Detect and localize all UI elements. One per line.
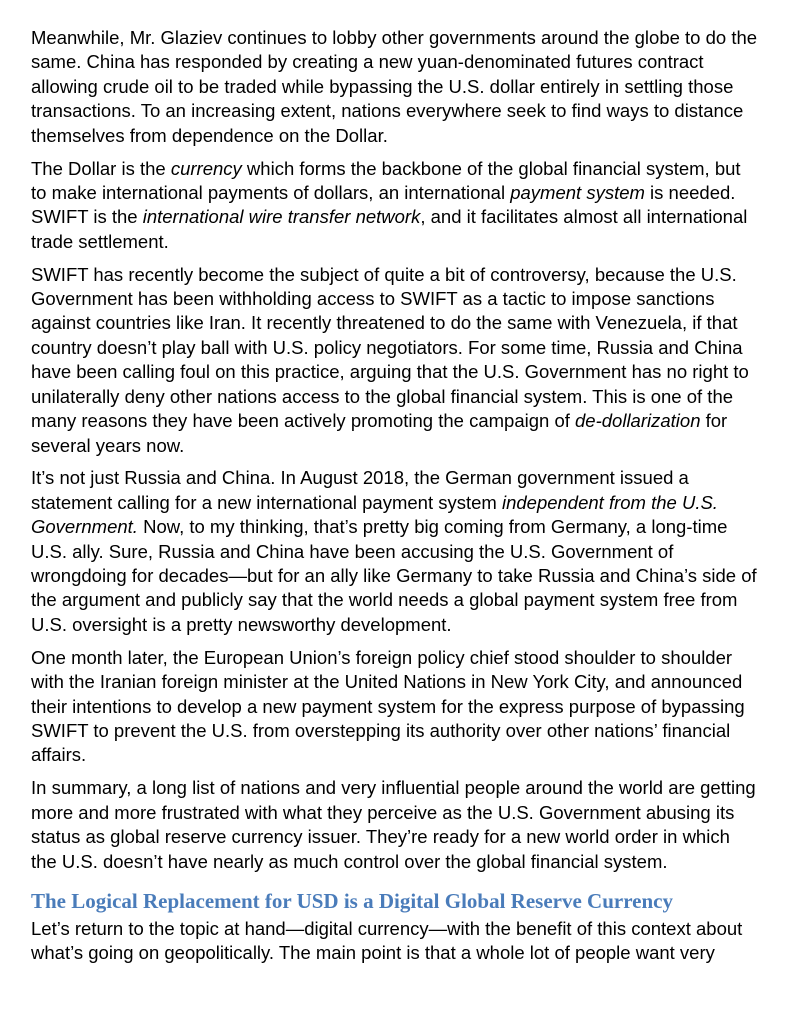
italic-text-run: independent from the U.S. Government. — [31, 491, 718, 538]
paragraph-eu-iran-united-nations — [31, 646, 760, 768]
document-content — [31, 26, 760, 974]
text-run: The Dollar is the — [31, 157, 171, 179]
text-run: Meanwhile, Mr. Glaziev continues to lobby other governments around the globe to do the same. China has responded by creating a new yuan-denominated futures contract allowing crude oil to be traded while bypassing the U.S. dollar entirely in settling those transactions. To an increasing extent, nations everywhere seek to find ways to distance themselves from dependence on the Dollar. — [31, 27, 758, 146]
paragraph-germany-statement — [31, 466, 760, 637]
paragraph-swift-controversy — [31, 263, 760, 458]
paragraph-summary-frustration — [31, 776, 760, 874]
paragraph-dollar-currency-swift — [31, 157, 760, 255]
text-run: Let’s return to the topic at hand—digital currency—with the benefit of this context about what’s going on geopolitically. The main point is that a whole lot of people want very — [31, 917, 743, 964]
paragraph-glaziev-lobby — [31, 26, 760, 148]
italic-text-run: de-dollarization — [575, 410, 701, 432]
text-run: for several years now. — [31, 410, 728, 456]
text-run: which forms the backbone of the global financial system, but to make international payments of dollars, an international — [31, 157, 741, 203]
text-run: In summary, a long list of nations and very influential people around the world are getting more and more frustrated with what they perceive as the U.S. Government abusing its status as global reserve currency issuer. They’re ready for a new world order in which the U.S. doesn’t have nearly as much control over the global financial system. — [31, 777, 756, 872]
text-run: is needed. SWIFT is the — [31, 181, 736, 228]
text-run: SWIFT has recently become the subject of quite a bit of controversy, because the U.S. Government has been withholding access to SWIFT as a tactic to impose sanctions against countries like Iran. It recently threatened to do the same with Venezuela, if that country doesn’t play ball with U.S. policy negotiators. For some time, Russia and China have been calling foul on this practice, arguing that the U.S. Government has no right to unilaterally deny other nations access to the global financial system. This is one of the many reasons they have been actively promoting the campaign of — [31, 263, 749, 432]
paragraph-return-to-topic — [31, 917, 760, 966]
italic-text-run: payment system — [510, 181, 645, 203]
text-run: , and it facilitates almost all international trade settlement. — [31, 206, 748, 252]
text-run: It’s not just Russia and China. In August 2018, the German government issued a statement calling for a new international payment system — [31, 467, 689, 513]
text-run: Now, to my thinking, that’s pretty big coming from Germany, a long-time U.S. ally. Sure, Russia and China have been accusing the U.S. Government of wrongdoing for decades—but for an ally like Germany to take Russia and China’s side of the argument and publicly say that the world needs a global payment system free from U.S. oversight is a pretty newsworthy development. — [31, 516, 757, 635]
text-run: One month later, the European Union’s foreign policy chief stood shoulder to shoulder with the Iranian foreign minister at the United Nations in New York City, and announced their intentions to develop a new payment system for the express purpose of bypassing SWIFT to prevent the U.S. from overstepping its authority over other nations’ financial affairs. — [31, 646, 745, 766]
section-heading-digital-global-reserve-currency — [31, 887, 760, 915]
italic-text-run: international wire transfer network — [142, 206, 421, 228]
italic-text-run: currency — [170, 157, 242, 179]
text-run: The Logical Replacement for USD is a Digital Global Reserve Currency — [31, 888, 673, 913]
